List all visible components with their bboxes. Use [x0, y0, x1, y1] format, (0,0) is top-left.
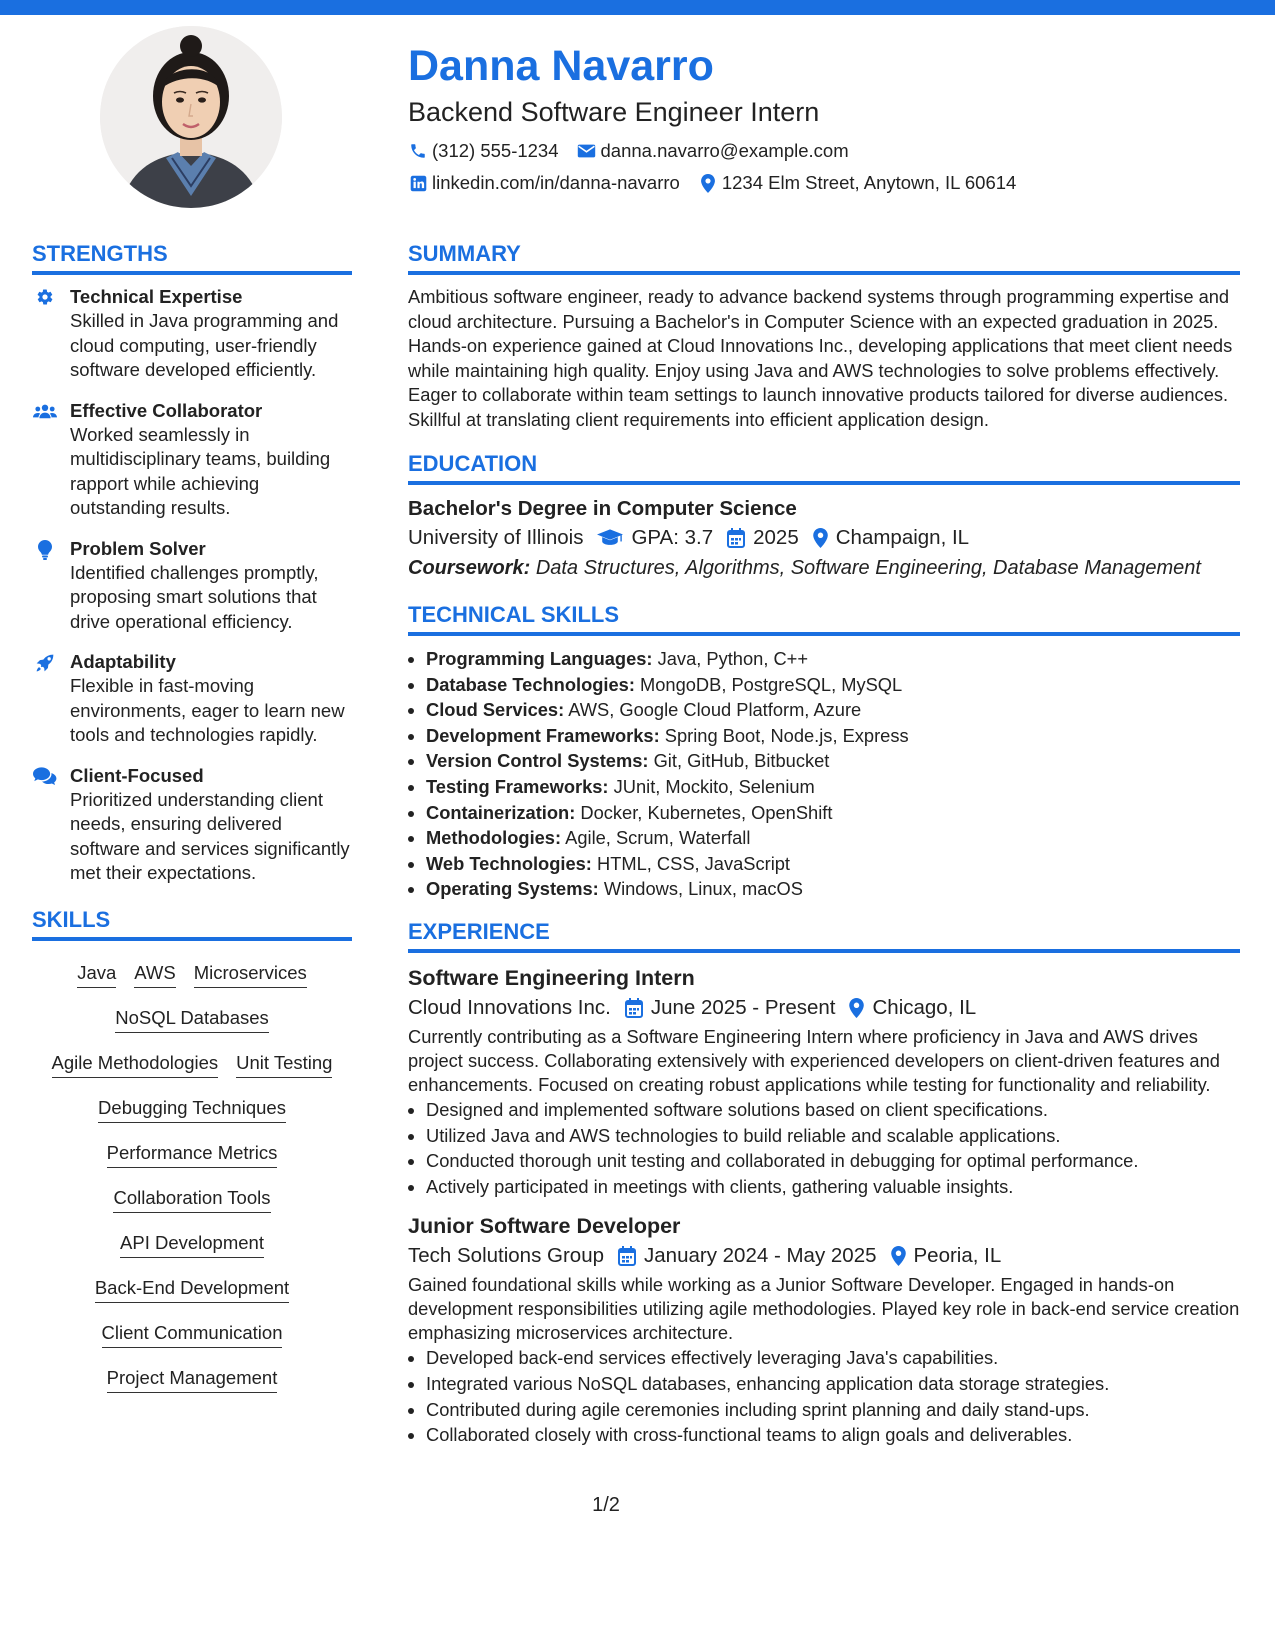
strength-text: Worked seamlessly in multidisciplinary teams, building rapport while achieving outstanding results. — [70, 423, 331, 518]
job-entry — [408, 963, 1240, 1199]
job-title: Junior Software Developer — [408, 1214, 681, 1239]
tech-skill-value: JUnit, Mockito, Selenium — [613, 775, 815, 797]
skills-section — [32, 906, 352, 1405]
phone-icon — [408, 141, 428, 161]
tech-skill-value: Windows, Linux, macOS — [603, 878, 803, 900]
tech-skill-value: Java, Python, C++ — [657, 648, 809, 669]
list-item — [426, 646, 1240, 672]
job-title: Software Engineering Intern — [408, 965, 695, 990]
phone-text: (312) 555-1234 — [432, 140, 559, 161]
list-item — [426, 800, 1240, 826]
email-contact[interactable] — [577, 138, 849, 164]
strengths-heading: STRENGTHS — [32, 240, 352, 275]
tech-skill-label: Database Technologies: — [426, 673, 635, 695]
gpa-text: GPA: 3.7 — [631, 526, 714, 549]
map-pin-icon — [813, 528, 828, 548]
contact-row-2 — [408, 170, 1228, 196]
strength-text: Prioritized understanding client needs, ensuring delivered software and services significantly met their expectations. — [70, 788, 350, 883]
linkedin-icon — [408, 173, 428, 193]
envelope-icon — [577, 141, 597, 161]
job-location-item — [891, 1241, 1002, 1271]
list-item: • Collaborated closely with cross-functional teams to align goals and deliverables. — [426, 1422, 1240, 1448]
address-contact — [698, 170, 1016, 196]
email-text: danna.navarro@example.com — [600, 140, 849, 161]
education-location-text: Champaign, IL — [835, 526, 970, 549]
company-name: Tech Solutions Group — [408, 1244, 605, 1268]
company-name: Cloud Innovations Inc. — [408, 995, 611, 1019]
list-item: • Contributed during agile ceremonies including sprint planning and daily stand-ups. — [426, 1397, 1240, 1423]
tech-skill-label: Operating Systems: — [426, 878, 599, 900]
tech-skill-label: Containerization: — [426, 801, 576, 823]
job-bullets — [408, 1345, 1240, 1447]
calendar-icon — [618, 1246, 636, 1266]
tech-skill-value: MongoDB, PostgreSQL, MySQL — [640, 673, 903, 695]
tech-skill-label: Programming Languages: — [426, 648, 653, 669]
skill-tag: Agile Methodologies — [52, 1051, 219, 1078]
education-location-item — [813, 523, 969, 553]
calendar-icon — [727, 528, 745, 548]
strength-title: Effective Collaborator — [70, 399, 263, 421]
contact-row-1 — [408, 138, 1228, 164]
skills-heading: SKILLS — [32, 906, 352, 941]
tech-skill-label: Methodologies: — [426, 827, 562, 849]
list-item — [426, 825, 1240, 851]
tech-skill-label: Testing Frameworks: — [426, 775, 609, 797]
strength-item — [32, 285, 352, 383]
tech-skill-value: Spring Boot, Node.js, Express — [664, 724, 909, 746]
job-entry — [408, 1211, 1240, 1447]
tech-skill-label: Web Technologies: — [426, 852, 592, 874]
map-pin-icon — [698, 173, 718, 193]
skill-tag: Performance Metrics — [107, 1141, 278, 1168]
list-item — [426, 851, 1240, 877]
linkedin-contact[interactable] — [408, 170, 680, 196]
list-item — [426, 876, 1240, 902]
technical-skills-list — [408, 646, 1240, 902]
list-item: • Designed and implemented software solutions based on client specifications. — [426, 1097, 1240, 1123]
experience-heading: EXPERIENCE — [408, 918, 1240, 953]
avatar — [100, 26, 282, 208]
list-item — [426, 672, 1240, 698]
summary-text: Ambitious software engineer, ready to advance backend systems through programming expertise and cloud architecture. Pursuing a Bachelor's in Computer Science with an expected graduation in 2025. Hands-on experience gained at Cloud Innovations Inc., developing applications that meet client needs while maintaining high quality. Enjoy using Java and AWS technologies to solve problems effectively. Eager to collaborate within team settings to launch innovative products tailored for diverse audiences. Skillful at translating client requirements into efficient application design. — [408, 286, 1233, 430]
skill-tag: Collaboration Tools — [113, 1186, 270, 1213]
rocket-icon — [32, 650, 58, 748]
job-dates: June 2025 - Present — [650, 995, 836, 1019]
left-column — [32, 240, 352, 1405]
skill-tag: Project Management — [107, 1366, 278, 1393]
gpa-item — [597, 523, 713, 553]
tech-skill-label: Version Control Systems: — [426, 750, 649, 772]
job-location-item — [849, 993, 976, 1023]
skill-tag: Debugging Techniques — [98, 1096, 286, 1123]
graduation-cap-icon — [597, 529, 623, 547]
technical-skills-heading: TECHNICAL SKILLS — [408, 601, 1240, 636]
skill-tag: NoSQL Databases — [115, 1006, 269, 1033]
coursework-text: Data Structures, Algorithms, Software Engineering, Database Management — [535, 557, 1201, 579]
education-heading: EDUCATION — [408, 450, 1240, 485]
tech-skill-value: AWS, Google Cloud Platform, Azure — [568, 699, 862, 721]
strength-title: Technical Expertise — [70, 286, 243, 307]
job-dates-item — [618, 1241, 876, 1271]
comments-icon — [32, 764, 58, 886]
list-item: • Utilized Java and AWS technologies to build reliable and scalable applications. — [426, 1123, 1240, 1149]
list-item: • Integrated various NoSQL databases, enhancing application data storage strategies. — [426, 1371, 1240, 1397]
list-item: • Actively participated in meetings with clients, gathering valuable insights. — [426, 1174, 1240, 1200]
strength-text: Flexible in fast-moving environments, eager to learn new tools and technologies rapidly. — [70, 675, 345, 745]
lightbulb-icon — [32, 537, 58, 635]
strength-text: Skilled in Java programming and cloud computing, user-friendly software developed efficiently. — [70, 310, 339, 380]
skill-tag: Microservices — [194, 961, 307, 988]
job-description: Gained foundational skills while working as a Junior Software Developer. Engaged in hands-on development responsibilities utilizing agile methodologies. Played key role in back-end service creation emphasizing microservices architecture. — [408, 1274, 1240, 1344]
degree-title: Bachelor's Degree in Computer Science — [408, 497, 797, 520]
strength-title: Adaptability — [70, 651, 176, 672]
tech-skill-value: Agile, Scrum, Waterfall — [565, 827, 751, 849]
strength-item — [32, 764, 352, 886]
list-item: • Conducted thorough unit testing and collaborated in debugging for optimal performance. — [426, 1148, 1240, 1174]
skill-tag: Client Communication — [102, 1321, 283, 1348]
strength-text: Identified challenges promptly, proposing smart solutions that drive operational efficiency. — [70, 561, 319, 632]
map-pin-icon — [891, 1246, 906, 1266]
education-meta — [408, 523, 1240, 553]
strength-item — [32, 537, 352, 635]
list-item — [426, 774, 1240, 800]
map-pin-icon — [849, 998, 864, 1018]
users-icon — [32, 399, 58, 521]
list-item: • Developed back-end services effectively leveraging Java's capabilities. — [426, 1345, 1240, 1371]
tech-skill-value: HTML, CSS, JavaScript — [597, 852, 791, 874]
linkedin-text: linkedin.com/in/danna-navarro — [432, 172, 680, 193]
school-name: University of Illinois — [408, 526, 584, 549]
summary-heading: SUMMARY — [408, 240, 1240, 275]
skill-tag: AWS — [134, 961, 175, 988]
coursework — [408, 553, 1240, 583]
phone-contact[interactable] — [408, 138, 559, 164]
list-item — [426, 697, 1240, 723]
grad-year-item — [727, 523, 799, 553]
profile-photo — [100, 26, 282, 208]
job-dates-item — [625, 993, 836, 1023]
job-meta — [408, 1241, 1240, 1271]
tech-skill-value: Docker, Kubernetes, OpenShift — [580, 801, 833, 823]
skill-tag: Unit Testing — [236, 1051, 332, 1078]
job-location: Chicago, IL — [872, 995, 977, 1019]
address-text: 1234 Elm Street, Anytown, IL 60614 — [721, 172, 1017, 193]
list-item — [426, 723, 1240, 749]
strength-title: Problem Solver — [70, 537, 206, 559]
right-column — [408, 240, 1240, 1460]
gear-icon — [32, 285, 58, 383]
resume-header — [408, 40, 1228, 196]
top-accent-bar — [0, 0, 1275, 15]
job-dates: January 2024 - May 2025 — [644, 1244, 877, 1268]
skill-tag: Java — [77, 961, 116, 988]
tech-skill-label: Cloud Services: — [426, 699, 565, 721]
job-location: Peoria, IL — [913, 1244, 1002, 1268]
calendar-icon — [625, 998, 643, 1018]
tech-skill-value: Git, GitHub, Bitbucket — [653, 750, 830, 772]
grad-year-text: 2025 — [753, 526, 799, 549]
page-number: 1/2 — [592, 1494, 620, 1516]
strength-item — [32, 399, 352, 521]
job-description: Currently contributing as a Software Engineering Intern where proficiency in Java and AWS drives project success. Collaborating extensively with experienced developers on client-driven features and enhancements. Focused on creating robust applications while testing for functionality and reliability. — [408, 1025, 1220, 1095]
tech-skill-label: Development Frameworks: — [426, 724, 660, 746]
skill-tag: API Development — [120, 1231, 264, 1258]
strength-item — [32, 650, 352, 748]
list-item — [426, 748, 1240, 774]
job-meta — [408, 993, 1240, 1023]
skills-list — [32, 951, 352, 1405]
candidate-role: Backend Software Engineer Intern — [408, 97, 820, 127]
skill-tag: Back-End Development — [95, 1276, 289, 1303]
candidate-name: Danna Navarro — [408, 42, 714, 90]
strength-title: Client-Focused — [70, 764, 204, 786]
coursework-label: Coursework: — [408, 557, 531, 579]
job-bullets — [408, 1097, 1240, 1199]
